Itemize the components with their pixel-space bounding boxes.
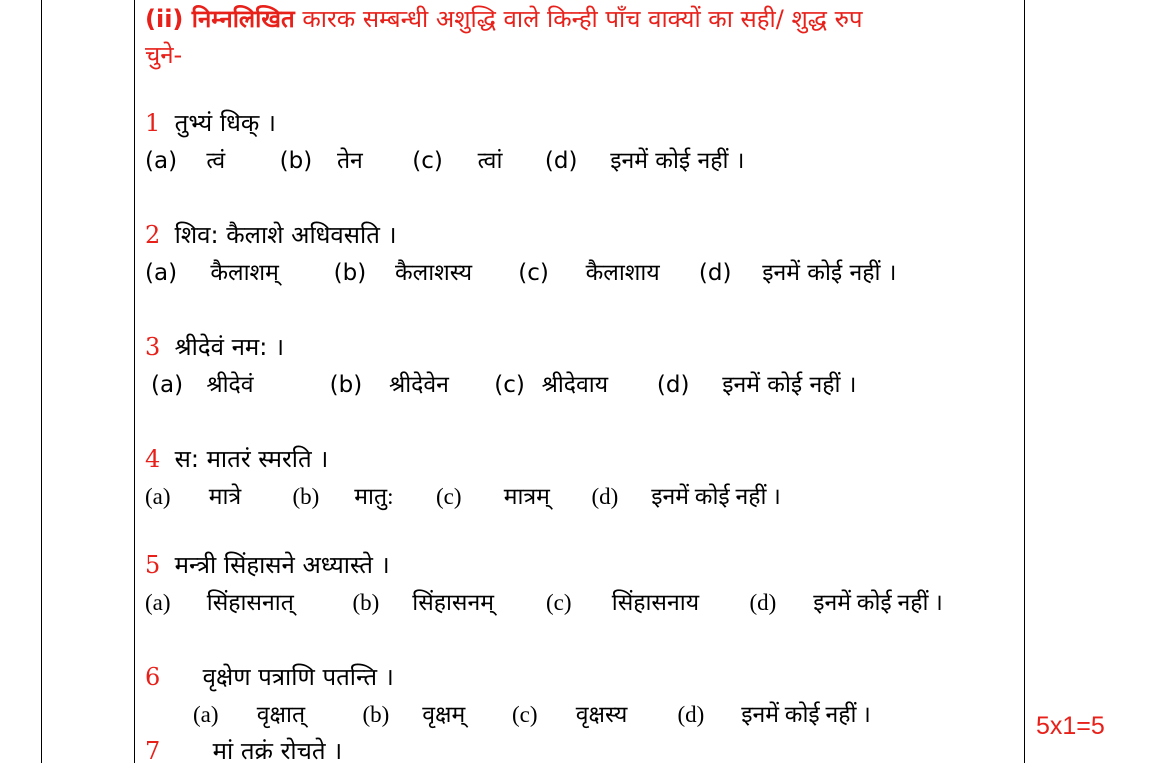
- option-value: वृक्षम्: [422, 702, 466, 727]
- option-value: कैलाशम्: [210, 260, 279, 286]
- option-value: इनमें कोई नहीं ।: [762, 260, 897, 286]
- option-label: (a): [145, 260, 178, 286]
- option-label: (c): [412, 148, 443, 174]
- option-label: (a): [145, 590, 171, 615]
- question-6-options: [193, 700, 871, 730]
- option-label: (d): [677, 702, 705, 727]
- left-margin-rule: [41, 0, 42, 763]
- option-value: सिंहासनात्: [206, 590, 294, 615]
- option-label: (a): [151, 372, 184, 398]
- option-value: त्वं: [206, 148, 226, 174]
- option-label: (b): [279, 148, 313, 174]
- question-3-options: [151, 370, 857, 400]
- question-text: मन्त्री सिंहासने अध्यास्ते ।: [174, 551, 390, 579]
- question-number: 3: [145, 333, 161, 361]
- option-label: (c): [436, 484, 462, 509]
- question-number: 5: [145, 551, 161, 579]
- section-heading-text: कारक सम्बन्धी अशुद्धि वाले किन्ही पाँच वाक्यों का सही/ शुद्ध रुप: [294, 5, 863, 33]
- section-heading-prefix: (ii) निम्नलिखित: [145, 5, 295, 33]
- option-value: सिंहासनाय: [611, 590, 700, 615]
- option-value: मातु:: [354, 484, 394, 509]
- option-label: (b): [329, 372, 363, 398]
- content-left-border: [134, 0, 135, 763]
- question-text: वृक्षेण पत्राणि पतन्ति ।: [202, 663, 394, 691]
- section-heading: [145, 4, 863, 34]
- question-text: स: मातरं स्मरति ।: [174, 445, 329, 473]
- option-value: श्रीदेवेन: [388, 372, 449, 398]
- option-label: (a): [193, 702, 219, 727]
- question-number: 1: [145, 109, 161, 137]
- question-number: 7: [145, 737, 161, 765]
- option-label: (b): [292, 484, 320, 509]
- option-label: (d): [698, 260, 732, 286]
- option-value: इनमें कोई नहीं ।: [651, 484, 781, 509]
- question-1-options: [145, 146, 745, 176]
- option-value: इनमें कोई नहीं ।: [610, 148, 745, 174]
- option-label: (b): [333, 260, 367, 286]
- option-value: मात्रे: [208, 484, 242, 509]
- content-right-border: [1024, 0, 1025, 763]
- option-label: (d): [544, 148, 578, 174]
- option-value: कैलाशस्य: [394, 260, 473, 286]
- option-label: (a): [145, 484, 171, 509]
- option-value: तेन: [336, 148, 363, 174]
- option-label: (b): [352, 590, 380, 615]
- option-label: (a): [145, 148, 178, 174]
- option-value: सिंहासनम्: [412, 590, 494, 615]
- option-value: वृक्षस्य: [575, 702, 628, 727]
- question-3: [145, 332, 284, 362]
- question-number: 2: [145, 221, 161, 249]
- question-4-options: [145, 482, 781, 512]
- question-number: 4: [145, 445, 161, 473]
- question-text: शिव: कैलाशे अधिवसति ।: [174, 221, 397, 249]
- question-6: [145, 662, 394, 692]
- question-text: तुभ्यं धिक् ।: [174, 109, 276, 137]
- question-5: [145, 550, 390, 580]
- option-label: (d): [656, 372, 690, 398]
- option-label: (c): [546, 590, 572, 615]
- option-value: त्वां: [477, 148, 503, 174]
- question-2-options: [145, 258, 897, 288]
- marks-label: 5x1=5: [1036, 712, 1105, 740]
- option-value: मात्रम्: [503, 484, 550, 509]
- option-value: श्रीदेवं: [206, 372, 254, 398]
- option-value: इनमें कोई नहीं ।: [741, 702, 871, 727]
- question-number: 6: [145, 663, 161, 691]
- question-4: [145, 444, 328, 474]
- option-label: (c): [494, 372, 525, 398]
- question-2: [145, 220, 397, 250]
- option-label: (d): [749, 590, 777, 615]
- section-heading-line2: चुने-: [145, 41, 183, 69]
- option-label: (c): [512, 702, 538, 727]
- option-value: श्रीदेवाय: [541, 372, 609, 398]
- option-label: (c): [518, 260, 549, 286]
- option-value: वृक्षात्: [256, 702, 306, 727]
- question-text: मां तक्रं रोचते ।: [212, 737, 343, 765]
- question-5-options: [145, 588, 943, 618]
- question-7: [145, 736, 342, 766]
- question-1: [145, 108, 276, 138]
- option-value: इनमें कोई नहीं ।: [722, 372, 857, 398]
- question-text: श्रीदेवं नम: ।: [174, 333, 285, 361]
- option-label: (d): [591, 484, 619, 509]
- option-value: इनमें कोई नहीं ।: [813, 590, 943, 615]
- option-label: (b): [362, 702, 390, 727]
- option-value: कैलाशाय: [585, 260, 660, 286]
